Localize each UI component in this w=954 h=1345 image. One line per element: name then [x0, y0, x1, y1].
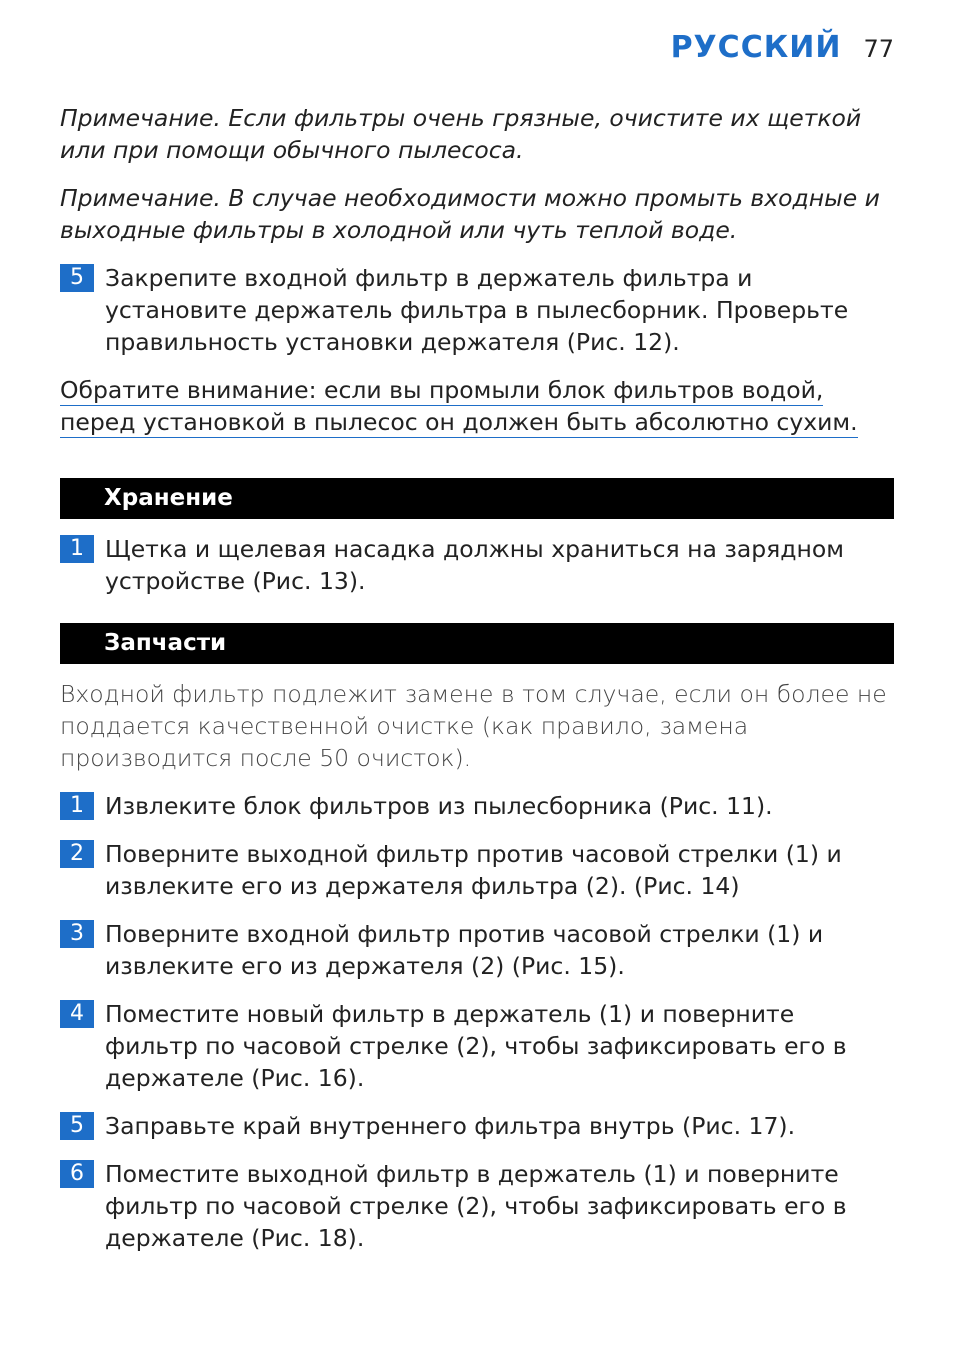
language-label: РУССКИЙ: [670, 30, 842, 65]
parts-intro: Входной фильтр подлежит замене в том случае, если он более не поддается качественной очистке (как правило, замена производится после 50 очисток).: [60, 680, 887, 772]
step-text: Поместите выходной фильтр в держатель (1) и поверните фильтр по часовой стрелке (2), чтобы зафиксировать его в держателе (Рис. 18).: [105, 1160, 847, 1252]
parts-step-3: [60, 918, 894, 982]
parts-step-2: [60, 838, 894, 902]
step-text: Извлеките блок фильтров из пылесборника (Рис. 11).: [105, 792, 773, 820]
section-heading-storage: Хранение: [60, 478, 894, 519]
note-rinse-filters: Примечание. В случае необходимости можно промыть входные и выходные фильтры в холодной или чуть теплой воде.: [60, 184, 880, 244]
step-text: Закрепите входной фильтр в держатель фильтра и установите держатель фильтра в пылесборник. Проверьте правильность установки держателя (Рис. 12).: [105, 264, 849, 356]
parts-step-6: [60, 1158, 894, 1254]
step-number-badge: 1: [60, 792, 94, 820]
page-content: [60, 102, 894, 1270]
parts-step-5: [60, 1110, 894, 1142]
attention-text: Обратите внимание: если вы промыли блок фильтров водой, перед установкой в пылесос он должен быть абсолютно сухим.: [60, 376, 858, 436]
step-text: Заправьте край внутреннего фильтра внутрь (Рис. 17).: [105, 1112, 796, 1140]
parts-step-1: [60, 790, 894, 822]
step-number-badge: 2: [60, 840, 94, 868]
step-number-badge: 5: [60, 1112, 94, 1140]
step-number-badge: 6: [60, 1160, 94, 1188]
parts-step-4: [60, 998, 894, 1094]
page-header: [671, 30, 894, 65]
step-number-badge: 1: [60, 535, 94, 563]
step-number-badge: 4: [60, 1000, 94, 1028]
step-text: Поместите новый фильтр в держатель (1) и поверните фильтр по часовой стрелке (2), чтобы зафиксировать его в держателе (Рис. 16).: [105, 1000, 847, 1092]
cleaning-step-5: [60, 262, 894, 358]
step-text: Поверните выходной фильтр против часовой стрелки (1) и извлеките его из держателя фильтра (2). (Рис. 14): [105, 840, 842, 900]
attention-note: [60, 374, 894, 438]
step-number-badge: 3: [60, 920, 94, 948]
page-number: 77: [863, 35, 894, 63]
note-dirty-filters: Примечание. Если фильтры очень грязные, очистите их щеткой или при помощи обычного пылесоса.: [60, 104, 862, 164]
storage-step-1: [60, 533, 894, 597]
step-number-badge: 5: [60, 264, 94, 292]
section-heading-parts: Запчасти: [60, 623, 894, 664]
step-text: Щетка и щелевая насадка должны храниться на зарядном устройстве (Рис. 13).: [105, 535, 845, 595]
step-text: Поверните входной фильтр против часовой стрелки (1) и извлеките его из держателя (2) (Рис. 15).: [105, 920, 824, 980]
